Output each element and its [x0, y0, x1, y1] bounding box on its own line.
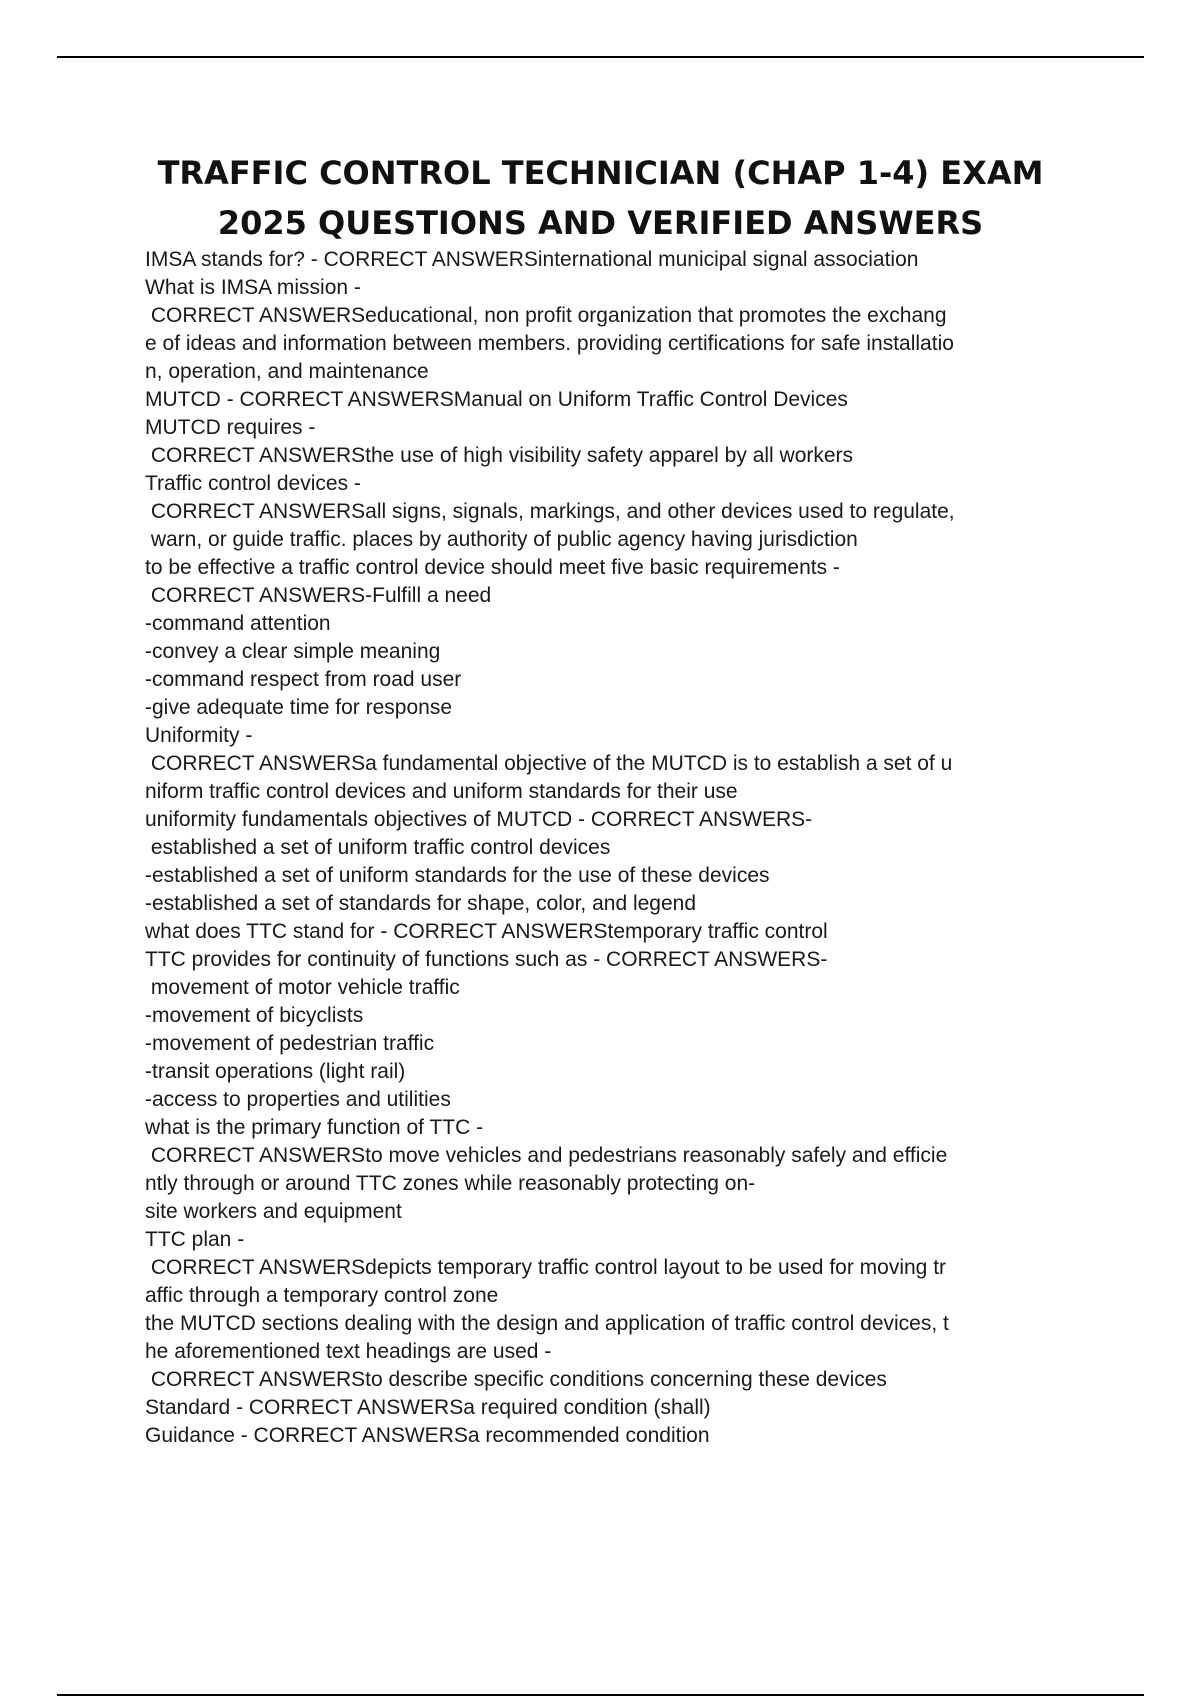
- text-line: TTC provides for continuity of functions such as - CORRECT ANSWERS-: [145, 948, 828, 971]
- text-line: affic through a temporary control zone: [145, 1284, 499, 1307]
- text-line: niform traffic control devices and uniform standards for their use: [145, 780, 738, 803]
- text-line: -give adequate time for response: [145, 696, 453, 719]
- text-line: -movement of bicyclists: [145, 1004, 364, 1027]
- text-line: IMSA stands for? - CORRECT ANSWERSinternational municipal signal association: [145, 248, 919, 271]
- text-line: What is IMSA mission -: [145, 276, 361, 299]
- text-line: n, operation, and maintenance: [145, 360, 429, 383]
- text-line: CORRECT ANSWERSto describe specific conditions concerning these devices: [145, 1368, 887, 1391]
- title-line-1: TRAFFIC CONTROL TECHNICIAN (CHAP 1-4) EXAM: [157, 154, 1044, 192]
- text-line: -convey a clear simple meaning: [145, 640, 441, 663]
- text-line: to be effective a traffic control device should meet five basic requirements -: [145, 556, 840, 579]
- text-line: site workers and equipment: [145, 1200, 402, 1223]
- text-line: what does TTC stand for - CORRECT ANSWERStemporary traffic control: [145, 920, 828, 943]
- document-title: [57, 148, 1144, 248]
- bottom-divider: [57, 1694, 1144, 1696]
- text-line: what is the primary function of TTC -: [145, 1116, 484, 1139]
- text-line: Guidance - CORRECT ANSWERSa recommended condition: [145, 1424, 710, 1447]
- text-line: Standard - CORRECT ANSWERSa required condition (shall): [145, 1396, 711, 1419]
- text-line: -command attention: [145, 612, 331, 635]
- text-line: MUTCD - CORRECT ANSWERSManual on Uniform Traffic Control Devices: [145, 388, 848, 411]
- text-line: uniformity fundamentals objectives of MUTCD - CORRECT ANSWERS-: [145, 808, 813, 831]
- text-line: CORRECT ANSWERSall signs, signals, markings, and other devices used to regulate,: [145, 500, 955, 523]
- text-line: CORRECT ANSWERSa fundamental objective of the MUTCD is to establish a set of u: [145, 752, 953, 775]
- text-line: ntly through or around TTC zones while reasonably protecting on-: [145, 1172, 756, 1195]
- text-line: -established a set of standards for shape, color, and legend: [145, 892, 697, 915]
- text-line: Uniformity -: [145, 724, 253, 747]
- text-line: -command respect from road user: [145, 668, 462, 691]
- top-divider: [57, 56, 1144, 58]
- text-line: MUTCD requires -: [145, 416, 316, 439]
- title-line-2: 2025 QUESTIONS AND VERIFIED ANSWERS: [217, 204, 984, 242]
- text-line: -established a set of uniform standards for the use of these devices: [145, 864, 770, 887]
- text-line: the MUTCD sections dealing with the design and application of traffic control devices, t: [145, 1312, 949, 1335]
- text-line: CORRECT ANSWERSdepicts temporary traffic control layout to be used for moving tr: [145, 1256, 947, 1279]
- text-line: Traffic control devices -: [145, 472, 361, 495]
- document-body: [145, 246, 1145, 1450]
- text-line: e of ideas and information between members. providing certifications for safe installatio: [145, 332, 954, 355]
- text-line: CORRECT ANSWERSto move vehicles and pedestrians reasonably safely and efficie: [145, 1144, 948, 1167]
- text-line: CORRECT ANSWERS-Fulfill a need: [145, 584, 492, 607]
- text-line: CORRECT ANSWERSeducational, non profit organization that promotes the exchang: [145, 304, 947, 327]
- text-line: -transit operations (light rail): [145, 1060, 406, 1083]
- text-line: -access to properties and utilities: [145, 1088, 451, 1111]
- text-line: CORRECT ANSWERSthe use of high visibility safety apparel by all workers: [145, 444, 854, 467]
- text-line: movement of motor vehicle traffic: [145, 976, 460, 999]
- text-line: he aforementioned text headings are used -: [145, 1340, 552, 1363]
- text-line: -movement of pedestrian traffic: [145, 1032, 435, 1055]
- text-line: warn, or guide traffic. places by authority of public agency having jurisdiction: [145, 528, 858, 551]
- text-line: TTC plan -: [145, 1228, 245, 1251]
- text-line: established a set of uniform traffic control devices: [145, 836, 611, 859]
